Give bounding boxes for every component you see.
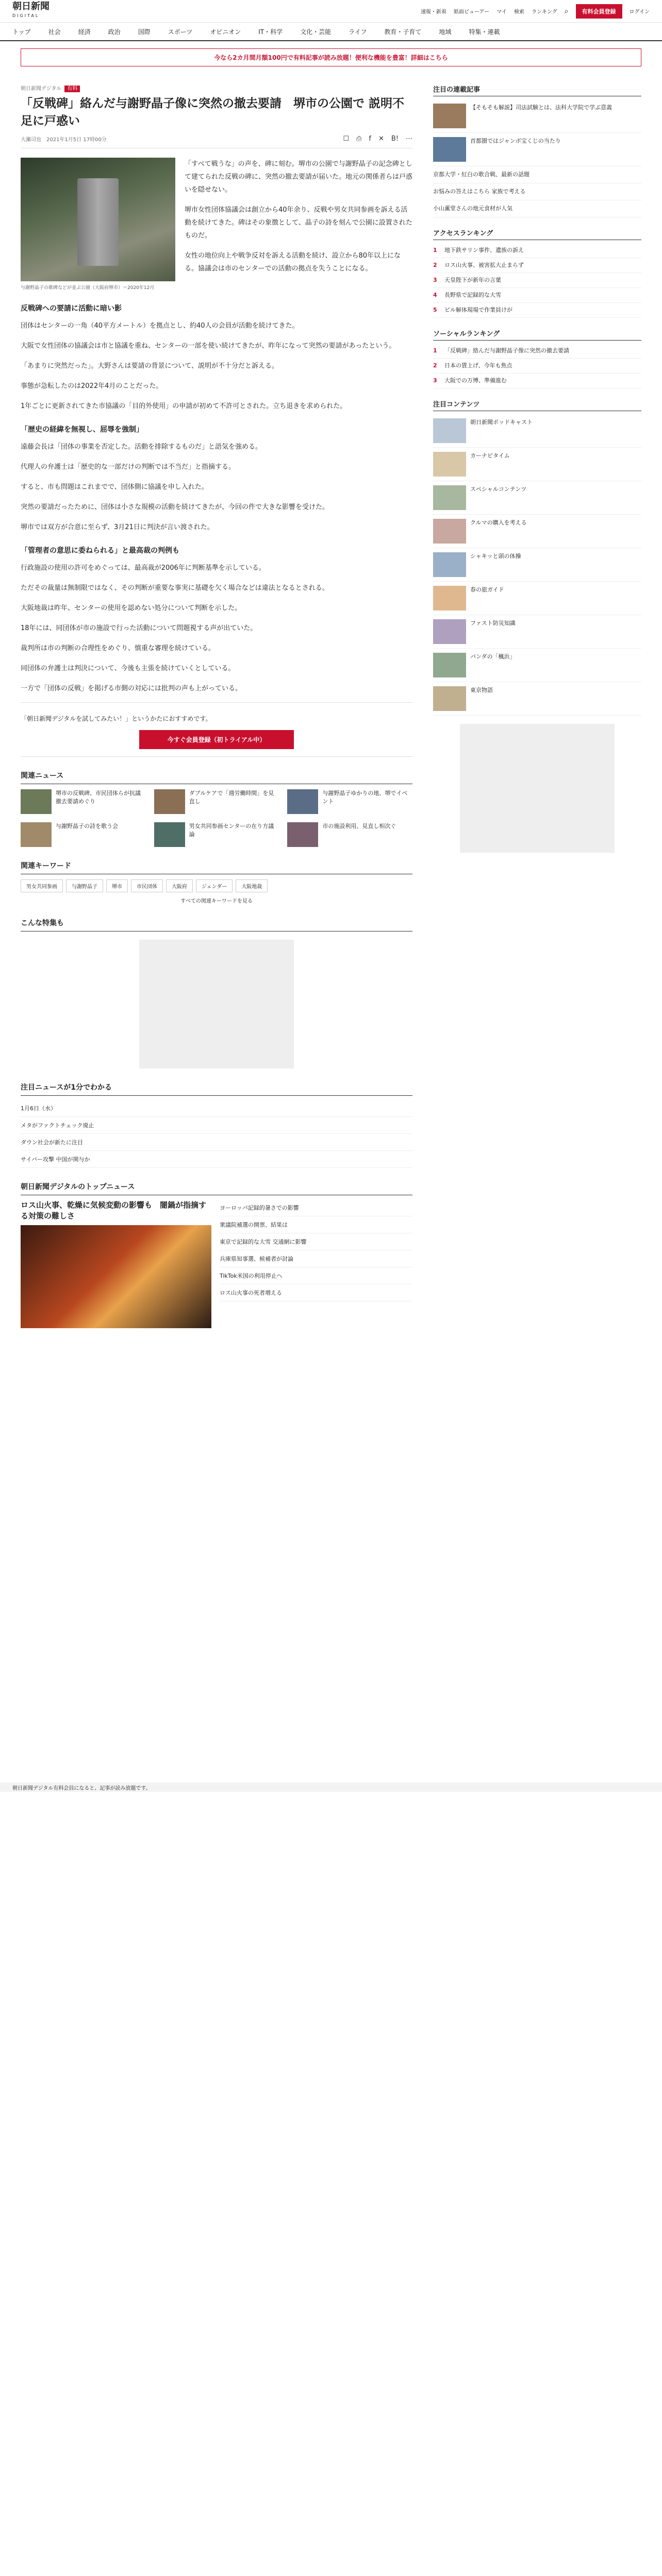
content-title: クルマの購入を考える bbox=[470, 519, 527, 526]
article-paragraph: 大阪地裁は昨年、センターの使用を認めない処分について判断を示した。 bbox=[21, 604, 242, 612]
sidebar-thumb bbox=[433, 104, 466, 128]
article-paragraph: 団体はセンターの一角（40平方メートル）を拠点とし、約40人の会員が活動を続けてきた。 bbox=[21, 322, 299, 330]
serial-heading bbox=[433, 84, 641, 96]
breadcrumb-label[interactable]: 朝日新聞デジタル bbox=[21, 86, 62, 92]
subscribe-prompt: 「朝日新聞デジタルを試してみたい！」というかたにおすすめです。 bbox=[21, 715, 212, 722]
social-ranking-heading bbox=[433, 328, 641, 341]
member-notice-bar[interactable]: 朝日新聞デジタル有料会員になると、記事が読み放題です。 bbox=[0, 1783, 662, 1792]
nav-item[interactable]: 社会 bbox=[48, 28, 61, 36]
nav-item[interactable]: 政治 bbox=[108, 28, 121, 36]
sidebar-item-title: お悩みの答えはこちら 家族で考える bbox=[433, 188, 526, 195]
related-news-item[interactable] bbox=[21, 789, 146, 814]
content-thumb bbox=[433, 653, 466, 677]
related-news-item[interactable] bbox=[154, 789, 279, 814]
content-title: スペシャルコンテンツ bbox=[470, 486, 527, 493]
content-item[interactable] bbox=[433, 649, 641, 682]
x-icon[interactable]: ✕ bbox=[378, 135, 384, 143]
sidebar-thumb bbox=[433, 137, 466, 162]
list-item[interactable] bbox=[220, 1216, 412, 1233]
content-thumb bbox=[433, 552, 466, 577]
article-paragraph: 1年ごとに更新されてきた市協議の「目的外使用」の申請が初めて不許可とされた。立ち退きを求められた。 bbox=[21, 402, 347, 410]
content-title: 朝日新聞ポッドキャスト bbox=[470, 419, 533, 426]
related-thumb bbox=[21, 822, 52, 847]
article-paragraph: 「あまりに突然だった」。大野さんは要請の背景について、説明が不十分だと訴える。 bbox=[21, 362, 278, 370]
article-meta bbox=[21, 135, 412, 148]
sidebar-item-title: 京都大学・紅白の歌合戦、最新の話題 bbox=[433, 171, 529, 178]
ranking-item[interactable] bbox=[433, 288, 641, 303]
list-item[interactable] bbox=[21, 1151, 412, 1168]
monument-shape bbox=[77, 178, 119, 266]
sidebar-item[interactable] bbox=[433, 133, 641, 166]
article-paragraph: 同団体の弁護士は判決について、今後も主張を続けていくとしている。 bbox=[21, 665, 235, 672]
subscribe-button[interactable]: 有料会員登録 bbox=[576, 4, 622, 19]
article-paragraph: 堺市では双方が合意に至らず、3月21日に判決が言い渡された。 bbox=[21, 523, 214, 531]
logo-sub: DIGITAL bbox=[12, 13, 40, 18]
related-title: 与謝野晶子の詩を歌う会 bbox=[56, 823, 118, 829]
article-paragraph: ただその裁量は無制限ではなく、その判断が重要な事実に基礎を欠く場合などは違法となるとされる。 bbox=[21, 584, 329, 592]
ranking-title: 日本の賃上げ、今年も焦点 bbox=[444, 362, 512, 369]
nav-item[interactable]: 教育・子育て bbox=[384, 28, 422, 36]
nav-item[interactable]: IT・科学 bbox=[258, 28, 283, 36]
sidebar-item[interactable] bbox=[433, 166, 641, 183]
all-keywords-link[interactable]: すべての関連キーワードを見る bbox=[180, 899, 253, 904]
content-item[interactable] bbox=[433, 548, 641, 582]
access-ranking-heading bbox=[433, 228, 641, 240]
article-photo[interactable] bbox=[21, 158, 175, 281]
keyword-tags bbox=[21, 879, 412, 892]
summary-item: メタがファクトチェック廃止 bbox=[21, 1122, 94, 1129]
content-thumb bbox=[433, 619, 466, 644]
content-item[interactable] bbox=[433, 448, 641, 481]
article-paragraph: 女性の地位向上や戦争反対を訴える活動を続け、設立から80年以上になる。協議会は市のセンターでの活動の拠点を失うことになる。 bbox=[185, 252, 401, 273]
article-title: 「反戦碑」絡んだ与謝野晶子像に突然の撤去要請 堺市の公園で 説明不足に戸惑い bbox=[21, 96, 405, 128]
article-paragraph: 堺市女性団体協議会は創立から40年余り、反戦や男女共同参画を訴える活動を続けてきた。碑はその象徴として、晶子の詩を刻んで公園に設置されたものだ。 bbox=[185, 206, 412, 240]
topnav-search[interactable]: 検索 bbox=[514, 9, 524, 15]
logo-text: 朝日新聞 bbox=[12, 1, 49, 12]
print-icon[interactable]: ⎙ bbox=[356, 135, 362, 143]
ranking-title: ビル解体現場で作業員けが bbox=[444, 307, 512, 313]
ranking-title: 地下鉄サリン事件、遺族の訴え bbox=[444, 247, 524, 253]
related-news-heading: 関連ニュース bbox=[21, 770, 412, 784]
byline: 大瀬司也 2021年1月5日 17時00分 bbox=[21, 137, 107, 143]
nav-item[interactable]: トップ bbox=[12, 28, 31, 36]
ranking-title: 「反戦碑」絡んだ与謝野晶子像に突然の撤去要請 bbox=[444, 347, 569, 354]
article-paragraph: 18年には、同団体が市の施設で行った活動について問題視する声が出ていた。 bbox=[21, 624, 257, 632]
nav-item[interactable]: 経済 bbox=[78, 28, 91, 36]
article-paragraph: 事態が急転したのは2022年4月のことだった。 bbox=[21, 382, 163, 390]
section-heading: 「管理者の意思に委ねられる」と最高裁の判例も bbox=[21, 547, 179, 555]
top-news-item: TikTok米国の利用停止へ bbox=[220, 1273, 283, 1279]
related-title: 男女共同参画センターの在り方議論 bbox=[189, 823, 274, 838]
ranking-item[interactable] bbox=[433, 243, 641, 258]
topnav-ranking[interactable]: ランキング bbox=[531, 9, 557, 15]
list-item[interactable] bbox=[220, 1267, 412, 1284]
article-column bbox=[21, 74, 412, 1328]
promo-banner[interactable]: 今なら2カ月間月額100円で有料記事が読み放題！便利な機能を豊富！詳細はこちら bbox=[21, 48, 641, 66]
related-thumb bbox=[154, 789, 185, 814]
top-news-heading: 朝日新聞デジタルのトップニュース bbox=[21, 1181, 412, 1195]
content-title: シャキッと頭の体操 bbox=[470, 553, 521, 560]
content-title: 春の旅ガイド bbox=[470, 586, 504, 593]
content-thumb bbox=[433, 418, 466, 443]
content-item[interactable] bbox=[433, 682, 641, 716]
content-heading-text: 注目コンテンツ bbox=[433, 401, 480, 409]
article-paragraph: 一方で「団体の反戦」を掲げる市側の対応には批判の声も上がっている。 bbox=[21, 685, 242, 692]
social-heading-text: ソーシャルランキング bbox=[433, 330, 500, 338]
nav-item[interactable]: 国際 bbox=[138, 28, 151, 36]
rank-number: 3 bbox=[433, 377, 437, 384]
paid-badge: 有料 bbox=[64, 86, 80, 92]
special-features-heading: こんな特集も bbox=[21, 918, 412, 931]
share-bar bbox=[343, 135, 412, 143]
rank-number: 1 bbox=[433, 347, 437, 354]
featured-content-heading bbox=[433, 399, 641, 411]
nav-item[interactable]: スポーツ bbox=[168, 28, 193, 36]
top-news-title[interactable]: ロス山火事、乾燥に気候変動の影響も 闇鍋が指摘する対策の難しさ bbox=[21, 1200, 207, 1221]
sidebar-item[interactable] bbox=[433, 200, 641, 217]
photo-caption: 与謝野晶子の歌碑などが並ぶ公園（大阪府堺市）＝2020年12月 bbox=[21, 285, 155, 291]
top-news-image[interactable] bbox=[21, 1225, 211, 1328]
rank-number: 2 bbox=[433, 362, 437, 369]
keyword-tag[interactable]: 男女共同参画 bbox=[21, 879, 63, 892]
topnav-viewer[interactable]: 紙面ビューアー bbox=[453, 9, 490, 15]
article-paragraph: 遠藤会長は「団体の事業を否定した。活動を排除するものだ」と語気を強める。 bbox=[21, 443, 262, 451]
social-ranking-list bbox=[433, 344, 641, 388]
bookmark-icon[interactable]: ☐ bbox=[343, 135, 349, 143]
content-title: カーナビタイム bbox=[470, 452, 510, 459]
content-thumb bbox=[433, 586, 466, 611]
keyword-tag[interactable]: 大阪府 bbox=[166, 879, 193, 892]
nav-item[interactable]: 特集・連載 bbox=[469, 28, 500, 36]
article-paragraph: 行政施設の使用の許可をめぐっては、最高裁が2006年に判断基準を示している。 bbox=[21, 564, 266, 572]
daily-summary-heading: 注目ニュースが1分でわかる bbox=[21, 1082, 412, 1096]
access-heading-text: アクセスランキング bbox=[433, 230, 493, 238]
ranking-item[interactable] bbox=[433, 273, 641, 288]
top-news-item: ロス山火事の死者増える bbox=[220, 1290, 282, 1296]
main-nav bbox=[0, 23, 662, 41]
sidebar-item-title: 首都圏ではジャンボ宝くじの当たり bbox=[470, 138, 561, 144]
access-ranking-list bbox=[433, 243, 641, 318]
related-thumb bbox=[287, 789, 318, 814]
content-item[interactable] bbox=[433, 582, 641, 615]
nav-item[interactable]: ライフ bbox=[349, 28, 367, 36]
more-icon[interactable]: ⋯ bbox=[406, 135, 412, 143]
sidebar-item-title: 小山薫堂さんの地元食材が人気 bbox=[433, 205, 512, 212]
keyword-tag[interactable]: 堺市 bbox=[106, 879, 128, 892]
summary-date: 1月6日（水） bbox=[21, 1105, 56, 1112]
content-title: パンダの「楓浜」 bbox=[470, 653, 516, 660]
hatena-icon[interactable]: B! bbox=[391, 135, 399, 143]
ranking-item[interactable] bbox=[433, 258, 641, 273]
ad-slot[interactable] bbox=[460, 724, 615, 853]
ranking-title: 長野県で記録的な大雪 bbox=[444, 292, 501, 298]
article-paragraph: すると、市も問題はこれまでで、団体側に協議を申し入れた。 bbox=[21, 483, 208, 491]
top-news-item: 衆議院補選の開票、結果は bbox=[220, 1222, 288, 1228]
top-nav bbox=[421, 4, 650, 19]
related-thumb bbox=[154, 822, 185, 847]
keyword-tag[interactable]: ジェンダー bbox=[196, 879, 233, 892]
ranking-item[interactable] bbox=[433, 344, 641, 359]
content-item[interactable] bbox=[433, 615, 641, 649]
list-item[interactable] bbox=[220, 1250, 412, 1267]
sidebar-item-title: 【そもそも解説】司法試験とは、法科大学院で学ぶ意義 bbox=[470, 104, 612, 111]
related-news-grid bbox=[21, 789, 412, 847]
ranking-item[interactable] bbox=[433, 374, 641, 388]
content-title: 東京物語 bbox=[470, 687, 493, 693]
sidebar bbox=[433, 74, 641, 1328]
trial-subscribe-button[interactable]: 今すぐ会員登録（初トライアル中） bbox=[139, 730, 294, 749]
list-item[interactable] bbox=[220, 1199, 412, 1216]
rank-number: 4 bbox=[433, 292, 437, 298]
topnav-latest[interactable]: 速報・新着 bbox=[420, 9, 446, 15]
related-title: ダブルケアで「週労働時間」を見直し bbox=[189, 790, 274, 805]
top-news-item: 兵庫県知事選、候補者が討論 bbox=[220, 1256, 293, 1262]
sidebar-item[interactable] bbox=[433, 183, 641, 200]
login-link[interactable]: ログイン bbox=[629, 9, 650, 15]
related-news-item[interactable] bbox=[21, 822, 146, 847]
ranking-item[interactable] bbox=[433, 359, 641, 374]
content-thumb bbox=[433, 519, 466, 544]
article-paragraph: 代理人の弁護士は「歴史的な一部だけの判断では不当だ」と指摘する。 bbox=[21, 463, 236, 471]
related-title: 堺市の反戦碑、市民団体らが抗議 撤去要請めぐり bbox=[56, 790, 141, 805]
ranking-title: 天皇陛下が新年の言葉 bbox=[444, 277, 501, 283]
related-thumb bbox=[21, 789, 52, 814]
rank-number: 2 bbox=[433, 262, 437, 268]
content-title: ファスト防災知識 bbox=[470, 620, 516, 626]
content-thumb bbox=[433, 686, 466, 711]
content-thumb bbox=[433, 485, 466, 510]
nav-item[interactable]: 文化・芸能 bbox=[300, 28, 332, 36]
section-heading: 「歴史の経緯を無視し、屈辱を強制」 bbox=[21, 426, 143, 434]
content-item[interactable] bbox=[433, 481, 641, 515]
related-title: 与謝野晶子ゆかりの地、堺でイベント bbox=[322, 790, 408, 805]
serial-heading-text: 注目の連載記事 bbox=[433, 86, 481, 94]
list-item[interactable] bbox=[220, 1233, 412, 1250]
rank-number: 5 bbox=[433, 307, 437, 313]
nav-item[interactable]: 地域 bbox=[439, 28, 452, 36]
facebook-icon[interactable]: f bbox=[369, 135, 371, 143]
summary-item: サイバー攻撃 中国が関与か bbox=[21, 1156, 90, 1163]
list-item[interactable] bbox=[220, 1284, 412, 1301]
related-news-item[interactable] bbox=[287, 789, 412, 814]
article-paragraph: 「すべて戦うな」の声を、碑に刻む。堺市の公園で与謝野晶子の記念碑として建てられた反戦の碑に、突然の撤去要請が届いた。地元の関係者らは戸惑いを隠せない。 bbox=[185, 160, 413, 194]
breadcrumb bbox=[21, 84, 412, 92]
list-item[interactable] bbox=[21, 1117, 412, 1134]
section-heading: 反戦碑への要請に活動に暗い影 bbox=[21, 304, 122, 313]
content-thumb bbox=[433, 452, 466, 477]
keyword-tag[interactable]: 市民団体 bbox=[131, 879, 163, 892]
top-news-item: ヨーロッパ記録的暑さでの影響 bbox=[220, 1205, 299, 1211]
search-icon[interactable]: ⌕ bbox=[564, 7, 569, 15]
keywords-heading: 関連キーワード bbox=[21, 860, 412, 874]
site-logo[interactable] bbox=[12, 2, 49, 21]
related-title: 市の施設利用、見直し相次ぐ bbox=[322, 823, 396, 829]
related-news-item[interactable] bbox=[154, 822, 279, 847]
list-item[interactable] bbox=[21, 1134, 412, 1151]
ranking-title: 大阪での万博、準備進む bbox=[444, 377, 507, 384]
nav-item[interactable]: オピニオン bbox=[210, 28, 241, 36]
list-item[interactable] bbox=[21, 1100, 412, 1117]
article-paragraph: 裁判所は市の判断の合理性をめぐり、慎重な審理を続けている。 bbox=[21, 645, 216, 652]
top-news-item: 東京で記録的な大雪 交通網に影響 bbox=[220, 1239, 307, 1245]
rank-number: 3 bbox=[433, 277, 437, 283]
content-item[interactable] bbox=[433, 515, 641, 548]
daily-summary-list bbox=[21, 1100, 412, 1168]
topnav-my[interactable]: マイ bbox=[496, 9, 507, 15]
sidebar-item[interactable] bbox=[433, 99, 641, 133]
rank-number: 1 bbox=[433, 247, 437, 253]
ranking-item[interactable] bbox=[433, 303, 641, 318]
top-news-list bbox=[220, 1199, 412, 1328]
top-bar bbox=[0, 0, 662, 23]
article-paragraph: 突然の要請だったために、団体は小さな規模の活動を続けてきたが、今回の件で大きな影響を受けた。 bbox=[21, 503, 329, 511]
ranking-title: ロス山火事、被害拡大止まらず bbox=[444, 262, 524, 268]
summary-item: ダウン社会が新たに注目 bbox=[21, 1139, 83, 1146]
ad-slot[interactable] bbox=[139, 940, 294, 1069]
related-thumb bbox=[287, 822, 318, 847]
keyword-tag[interactable]: 与謝野晶子 bbox=[66, 879, 103, 892]
keyword-tag[interactable]: 大阪地裁 bbox=[236, 879, 268, 892]
article-paragraph: 大阪で女性団体の協議会は市と協議を重ね、センターの一部を使い続けてきたが、昨年になって突然の要請があったという。 bbox=[21, 342, 396, 350]
related-news-item[interactable] bbox=[287, 822, 412, 847]
content-item[interactable] bbox=[433, 414, 641, 448]
